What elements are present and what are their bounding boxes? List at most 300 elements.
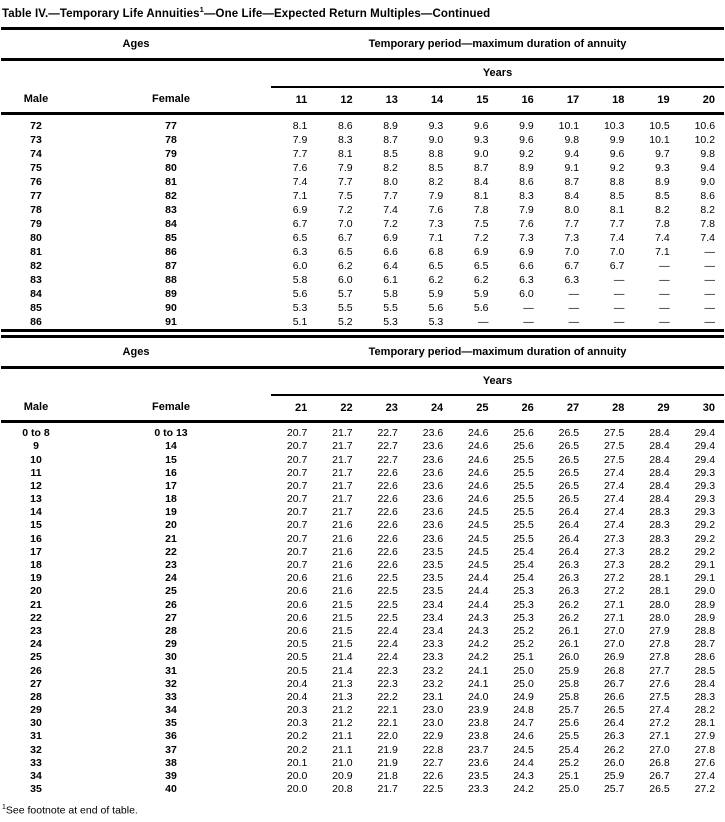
multiple-value-cell: 7.8 [655,217,670,230]
multiple-value-cell: 22.5 [377,585,398,598]
multiple-value-cell: 20.6 [286,572,308,585]
multiple-value-cell: 22.6 [377,532,398,545]
multiple-value-cell: 27.4 [694,770,716,783]
multiple-value-cell: 26.5 [558,453,580,466]
multiple-value-cell: 27.1 [649,730,670,743]
table-row [1,730,724,743]
multiple-value-cell: 28.9 [694,611,716,624]
multiple-value-cell: 6.8 [428,245,444,258]
ages-group-header: Ages [1,28,271,59]
male-age-cell: 24 [30,638,42,651]
multiple-value-cell: 26.4 [558,532,580,545]
column-header-row [1,395,724,422]
multiple-value-cell: 10.2 [694,133,716,146]
multiple-value-cell: 27.8 [649,638,670,651]
multiple-value-cell: 20.7 [286,479,308,492]
multiple-value-cell: 26.3 [603,730,625,743]
multiple-value-cell: 8.9 [519,161,534,174]
male-age-cell: 74 [30,147,42,160]
multiple-value-cell: 21.7 [332,479,353,492]
multiple-value-cell: 25.3 [513,598,534,611]
multiple-value-cell: 23.5 [422,545,444,558]
multiple-value-cell: 7.9 [292,133,308,146]
multiple-value-cell: 29.4 [694,453,716,466]
multiple-value-cell: 26.5 [558,493,580,506]
female-age-cell: 15 [165,453,177,466]
multiple-value-cell: 29.0 [694,585,716,598]
male-age-cell: 84 [30,287,42,300]
multiple-value-cell: 27.0 [603,624,625,637]
female-age-cell: 87 [165,259,177,272]
multiple-value-cell: 20.7 [286,453,308,466]
multiple-value-cell: 9.0 [428,133,444,146]
multiple-value-cell: 26.4 [558,519,580,532]
multiple-value-cell: 8.8 [428,147,444,160]
multiple-value-cell: 26.4 [558,506,580,519]
table-row [1,757,724,770]
multiple-value-cell: 23.9 [468,704,489,717]
year-column-header: 23 [362,395,407,422]
female-age-cell: 34 [165,704,177,717]
multiple-value-cell: 7.4 [655,231,670,244]
multiple-value-cell: 5.9 [473,287,489,300]
multiple-value-cell: 28.4 [649,440,670,453]
multiple-value-cell: 7.0 [564,245,580,258]
multiple-value-cell: 20.7 [286,545,308,558]
multiple-value-cell: 24.5 [468,545,489,558]
multiple-value-cell: 27.1 [603,611,625,624]
multiple-value-cell: 25.5 [513,466,534,479]
multiple-value-cell: 9.7 [655,147,670,160]
multiple-value-cell: 21.6 [332,572,353,585]
multiple-value-cell: 8.1 [292,119,308,132]
male-age-cell: 76 [30,175,42,188]
multiple-value-cell: 23.3 [468,783,489,796]
multiple-value-cell: 9.6 [473,119,489,132]
title-footnote-marker: 1 [199,5,204,14]
multiple-value-cell: 23.6 [422,466,444,479]
multiple-value-cell: 7.7 [337,175,353,188]
multiple-value-cell: 25.7 [603,783,625,796]
multiple-value-cell: 26.3 [558,585,580,598]
multiple-value-cell: 8.0 [383,175,398,188]
column-header-row [1,87,724,114]
female-age-cell: 33 [165,690,177,703]
multiple-value-cell: 23.6 [422,479,444,492]
multiple-value-cell: 6.0 [519,287,534,300]
female-age-cell: 18 [165,493,177,506]
male-age-cell: 10 [30,453,42,466]
female-age-cell: 0 to 13 [154,427,188,440]
table-row [1,532,724,545]
multiple-value-cell: — [704,245,716,258]
multiple-value-cell: 8.0 [564,203,580,216]
multiple-value-cell: 26.8 [603,664,625,677]
multiple-value-cell: 5.3 [292,301,308,314]
male-age-cell: 26 [30,664,42,677]
multiple-value-cell: 8.2 [655,203,670,216]
multiple-value-cell: 20.6 [286,624,308,637]
multiple-value-cell: 5.5 [383,301,398,314]
multiple-value-cell: 10.6 [694,119,716,132]
multiple-value-cell: 8.7 [383,133,398,146]
multiple-value-cell: 6.7 [292,217,308,230]
multiple-value-cell: 8.5 [655,189,670,202]
multiple-value-cell: — [568,315,580,328]
multiple-value-cell: — [613,315,625,328]
multiple-value-cell: 25.6 [513,427,534,440]
multiple-value-cell: 25.3 [513,611,534,624]
multiple-value-cell: 27.4 [603,479,625,492]
multiple-value-cell: 6.9 [383,231,398,244]
table-row [1,466,724,479]
multiple-value-cell: 27.6 [694,756,716,769]
multiple-value-cell: 26.2 [603,743,625,756]
multiple-value-cell: 8.2 [428,175,444,188]
multiple-value-cell: 25.8 [558,690,580,703]
multiple-value-cell: 22.4 [377,624,398,637]
female-column-header: Female [71,395,271,422]
multiple-value-cell: 9.9 [519,119,534,132]
multiple-value-cell: 28.8 [694,624,716,637]
multiple-value-cell: 28.1 [694,717,716,730]
multiple-value-cell: 28.1 [649,585,670,598]
multiple-value-cell: 26.7 [603,677,625,690]
female-age-cell: 84 [165,217,177,230]
multiple-value-cell: 7.4 [292,175,308,188]
multiple-value-cell: 21.7 [377,783,398,796]
multiple-value-cell: 29.3 [694,479,716,492]
multiple-value-cell: 22.3 [377,664,398,677]
year-column-header: 28 [588,395,633,422]
multiple-value-cell: 5.1 [292,315,308,328]
table-row [1,651,724,664]
temporary-period-header: Temporary period—maximum duration of annuity [271,336,724,367]
female-age-cell: 23 [165,559,177,572]
table-row [1,506,724,519]
multiple-value-cell: 6.7 [337,231,353,244]
multiple-value-cell: 28.4 [649,493,670,506]
multiple-value-cell: — [568,287,580,300]
multiple-value-cell: 27.2 [603,585,625,598]
multiple-value-cell: 7.4 [383,203,398,216]
multiple-value-cell: 7.3 [564,231,580,244]
multiple-value-cell: 27.4 [603,466,625,479]
multiple-value-cell: 9.4 [564,147,580,160]
multiple-value-cell: 8.7 [564,175,580,188]
multiple-value-cell: 8.5 [428,161,444,174]
multiple-value-cell: 23.6 [422,453,444,466]
multiple-value-cell: 24.4 [468,585,489,598]
multiple-value-cell: 7.6 [292,161,308,174]
multiple-value-cell: — [613,301,625,314]
multiple-value-cell: 28.3 [694,690,716,703]
multiple-value-cell: 27.2 [603,572,625,585]
multiple-value-cell: 6.5 [292,231,308,244]
temporary-period-header: Temporary period—maximum duration of annuity [271,28,724,59]
multiple-value-cell: 24.6 [468,440,489,453]
male-age-cell: 9 [33,440,39,453]
male-age-cell: 20 [30,585,42,598]
multiple-value-cell: 21.7 [332,466,353,479]
multiple-value-cell: 28.4 [694,677,716,690]
multiple-value-cell: 7.3 [519,231,534,244]
multiple-value-cell: 23.8 [468,717,489,730]
multiple-value-cell: — [659,287,670,300]
multiple-value-cell: 7.7 [564,217,580,230]
multiple-value-cell: 21.2 [332,704,353,717]
multiple-value-cell: 5.3 [383,315,398,328]
table-row [1,231,724,245]
multiple-value-cell: 22.7 [377,453,398,466]
male-age-cell: 80 [30,231,42,244]
multiple-value-cell: 26.1 [558,638,580,651]
multiple-value-cell: 23.6 [468,756,489,769]
multiple-value-cell: 23.2 [422,664,444,677]
multiple-value-cell: 23.6 [422,532,444,545]
multiple-value-cell: 24.0 [468,690,489,703]
female-age-cell: 30 [165,651,177,664]
female-age-cell: 89 [165,287,177,300]
table-row [1,677,724,690]
multiple-value-cell: 26.0 [558,651,580,664]
female-age-cell: 19 [165,506,177,519]
multiple-value-cell: 20.0 [286,783,308,796]
table-row [1,133,724,147]
multiple-value-cell: 23.6 [422,493,444,506]
female-age-cell: 27 [165,611,177,624]
table-title-suffix: —One Life—Expected Return Multiples—Continued [203,7,491,20]
male-age-cell: 29 [30,704,42,717]
table-row [1,770,724,783]
multiple-value-cell: — [704,287,716,300]
multiple-value-cell: 28.6 [694,651,716,664]
multiple-value-cell: 21.6 [332,545,353,558]
female-age-cell: 81 [165,175,177,188]
multiple-value-cell: 28.5 [694,664,716,677]
table-row [1,704,724,717]
multiple-value-cell: 21.7 [332,440,353,453]
multiple-value-cell: 6.2 [337,259,353,272]
multiple-value-cell: 29.4 [694,440,716,453]
multiple-value-cell: 9.0 [700,175,716,188]
multiple-value-cell: 7.1 [655,245,670,258]
multiple-value-cell: 22.5 [422,783,444,796]
multiple-value-cell: 7.2 [383,217,398,230]
multiple-value-cell: 21.5 [332,624,353,637]
multiple-value-cell: 7.7 [383,189,398,202]
multiple-value-cell: 24.4 [468,598,489,611]
multiple-value-cell: 25.4 [558,743,580,756]
male-age-cell: 30 [30,717,42,730]
female-age-cell: 16 [165,466,177,479]
multiple-value-cell: 28.1 [649,572,670,585]
multiple-value-cell: 28.4 [649,453,670,466]
multiple-value-cell: 9.2 [609,161,625,174]
multiple-value-cell: 23.7 [468,743,489,756]
multiple-value-cell: 7.5 [473,217,489,230]
multiple-value-cell: 27.4 [603,493,625,506]
multiple-value-cell: 5.6 [292,287,308,300]
multiple-value-cell: 27.3 [603,532,625,545]
multiple-value-cell: 23.5 [422,559,444,572]
multiple-value-cell: 7.2 [473,231,489,244]
multiple-value-cell: 5.6 [473,301,489,314]
multiple-value-cell: 25.5 [558,730,580,743]
multiple-value-cell: 24.6 [468,479,489,492]
multiple-value-cell: 8.6 [700,189,716,202]
multiple-value-cell: 6.3 [564,273,580,286]
multiple-value-cell: 25.1 [558,770,580,783]
multiple-value-cell: 8.4 [473,175,489,188]
table-row [1,611,724,624]
female-age-cell: 25 [165,585,177,598]
table-row [1,572,724,585]
multiple-value-cell: 26.2 [558,611,580,624]
multiple-value-cell: 6.0 [292,259,308,272]
multiple-value-cell: — [568,301,580,314]
table-body [1,421,724,796]
multiple-value-cell: 27.8 [694,743,716,756]
multiple-value-cell: 25.5 [513,453,534,466]
multiple-value-cell: 26.6 [603,690,625,703]
female-column-header: Female [71,87,271,114]
multiple-value-cell: 8.3 [519,189,534,202]
multiple-value-cell: 8.9 [655,175,670,188]
table-row [1,440,724,453]
multiple-value-cell: 5.5 [337,301,353,314]
multiple-value-cell: 10.1 [558,119,580,132]
multiple-value-cell: 20.1 [286,756,308,769]
multiple-value-cell: 20.2 [286,730,308,743]
multiple-value-cell: 9.4 [700,161,716,174]
multiple-value-cell: 22.0 [377,730,398,743]
multiple-value-cell: 22.8 [422,743,444,756]
male-age-cell: 14 [30,506,42,519]
multiple-value-cell: 23.1 [422,690,444,703]
multiple-value-cell: 25.0 [513,664,534,677]
multiple-value-cell: 20.7 [286,440,308,453]
multiple-value-cell: 27.5 [603,440,625,453]
multiple-value-cell: 27.9 [694,730,716,743]
multiple-value-cell: 9.8 [564,133,580,146]
multiple-value-cell: 29.2 [694,545,716,558]
table-body [1,113,724,330]
multiple-value-cell: 5.9 [428,287,444,300]
male-age-cell: 17 [30,545,42,558]
multiple-value-cell: 20.5 [286,664,308,677]
multiple-value-cell: — [613,287,625,300]
multiple-value-cell: 5.8 [383,287,398,300]
multiple-value-cell: 22.6 [377,559,398,572]
year-column-header: 30 [679,395,724,422]
multiple-value-cell: 24.8 [513,704,534,717]
multiple-value-cell: 8.6 [337,119,353,132]
male-age-cell: 78 [30,203,42,216]
multiple-value-cell: 26.0 [603,756,625,769]
multiple-value-cell: 8.5 [609,189,625,202]
multiple-value-cell: 20.9 [332,770,353,783]
male-age-cell: 11 [30,466,42,479]
multiple-value-cell: — [704,315,716,328]
multiple-value-cell: 22.6 [377,493,398,506]
multiple-value-cell: 24.3 [468,624,489,637]
female-age-cell: 26 [165,598,177,611]
male-age-cell: 13 [30,493,42,506]
table-row [1,421,724,440]
multiple-value-cell: 24.5 [468,559,489,572]
table-row [1,743,724,756]
multiple-value-cell: 27.9 [649,624,670,637]
multiple-value-cell: 20.3 [286,717,308,730]
multiple-value-cell: 28.4 [649,466,670,479]
multiple-value-cell: 27.1 [603,598,625,611]
multiple-value-cell: 28.9 [694,598,716,611]
multiple-value-cell: — [659,273,670,286]
multiple-value-cell: 5.6 [428,301,444,314]
multiple-value-cell: 8.1 [337,147,353,160]
female-age-cell: 32 [165,677,177,690]
multiple-value-cell: 23.2 [422,677,444,690]
multiple-value-cell: 9.9 [609,133,625,146]
multiple-value-cell: 26.5 [558,440,580,453]
multiple-value-cell: 22.4 [377,651,398,664]
multiple-value-cell: 27.3 [603,559,625,572]
years-row-spacer [1,59,271,87]
multiple-value-cell: 22.5 [377,611,398,624]
female-age-cell: 31 [165,664,177,677]
multiple-value-cell: 23.6 [422,506,444,519]
year-column-header: 27 [543,395,588,422]
female-age-cell: 28 [165,624,177,637]
multiple-value-cell: 24.6 [468,466,489,479]
table-row [1,259,724,273]
table-row [1,480,724,493]
multiple-value-cell: 22.9 [422,730,444,743]
ages-group-header: Ages [1,336,271,367]
multiple-value-cell: 6.7 [609,259,625,272]
multiple-value-cell: 10.3 [603,119,625,132]
multiple-value-cell: 23.5 [422,585,444,598]
multiple-value-cell: 7.0 [337,217,353,230]
multiple-value-cell: 7.6 [519,217,534,230]
table-row [1,161,724,175]
multiple-value-cell: 21.7 [332,427,353,440]
multiple-value-cell: 9.8 [700,147,716,160]
male-column-header: Male [1,395,71,422]
multiple-value-cell: 24.5 [468,506,489,519]
multiple-value-cell: 24.7 [513,717,534,730]
female-age-cell: 83 [165,203,177,216]
multiple-value-cell: 24.4 [513,756,534,769]
multiple-value-cell: 21.4 [332,651,353,664]
multiple-value-cell: 20.6 [286,598,308,611]
multiple-value-cell: 20.6 [286,585,308,598]
multiple-value-cell: 21.5 [332,611,353,624]
multiple-value-cell: 8.8 [609,175,625,188]
multiple-value-cell: 22.6 [377,519,398,532]
multiple-value-cell: 22.6 [422,770,444,783]
multiple-value-cell: 29.3 [694,493,716,506]
male-age-cell: 15 [30,519,42,532]
multiple-value-cell: — [523,301,534,314]
multiple-value-cell: 24.2 [513,783,534,796]
multiple-value-cell: 27.2 [694,783,716,796]
multiple-value-cell: 25.5 [513,506,534,519]
multiple-value-cell: 29.2 [694,519,716,532]
multiple-value-cell: 24.6 [513,730,534,743]
table-row [1,546,724,559]
